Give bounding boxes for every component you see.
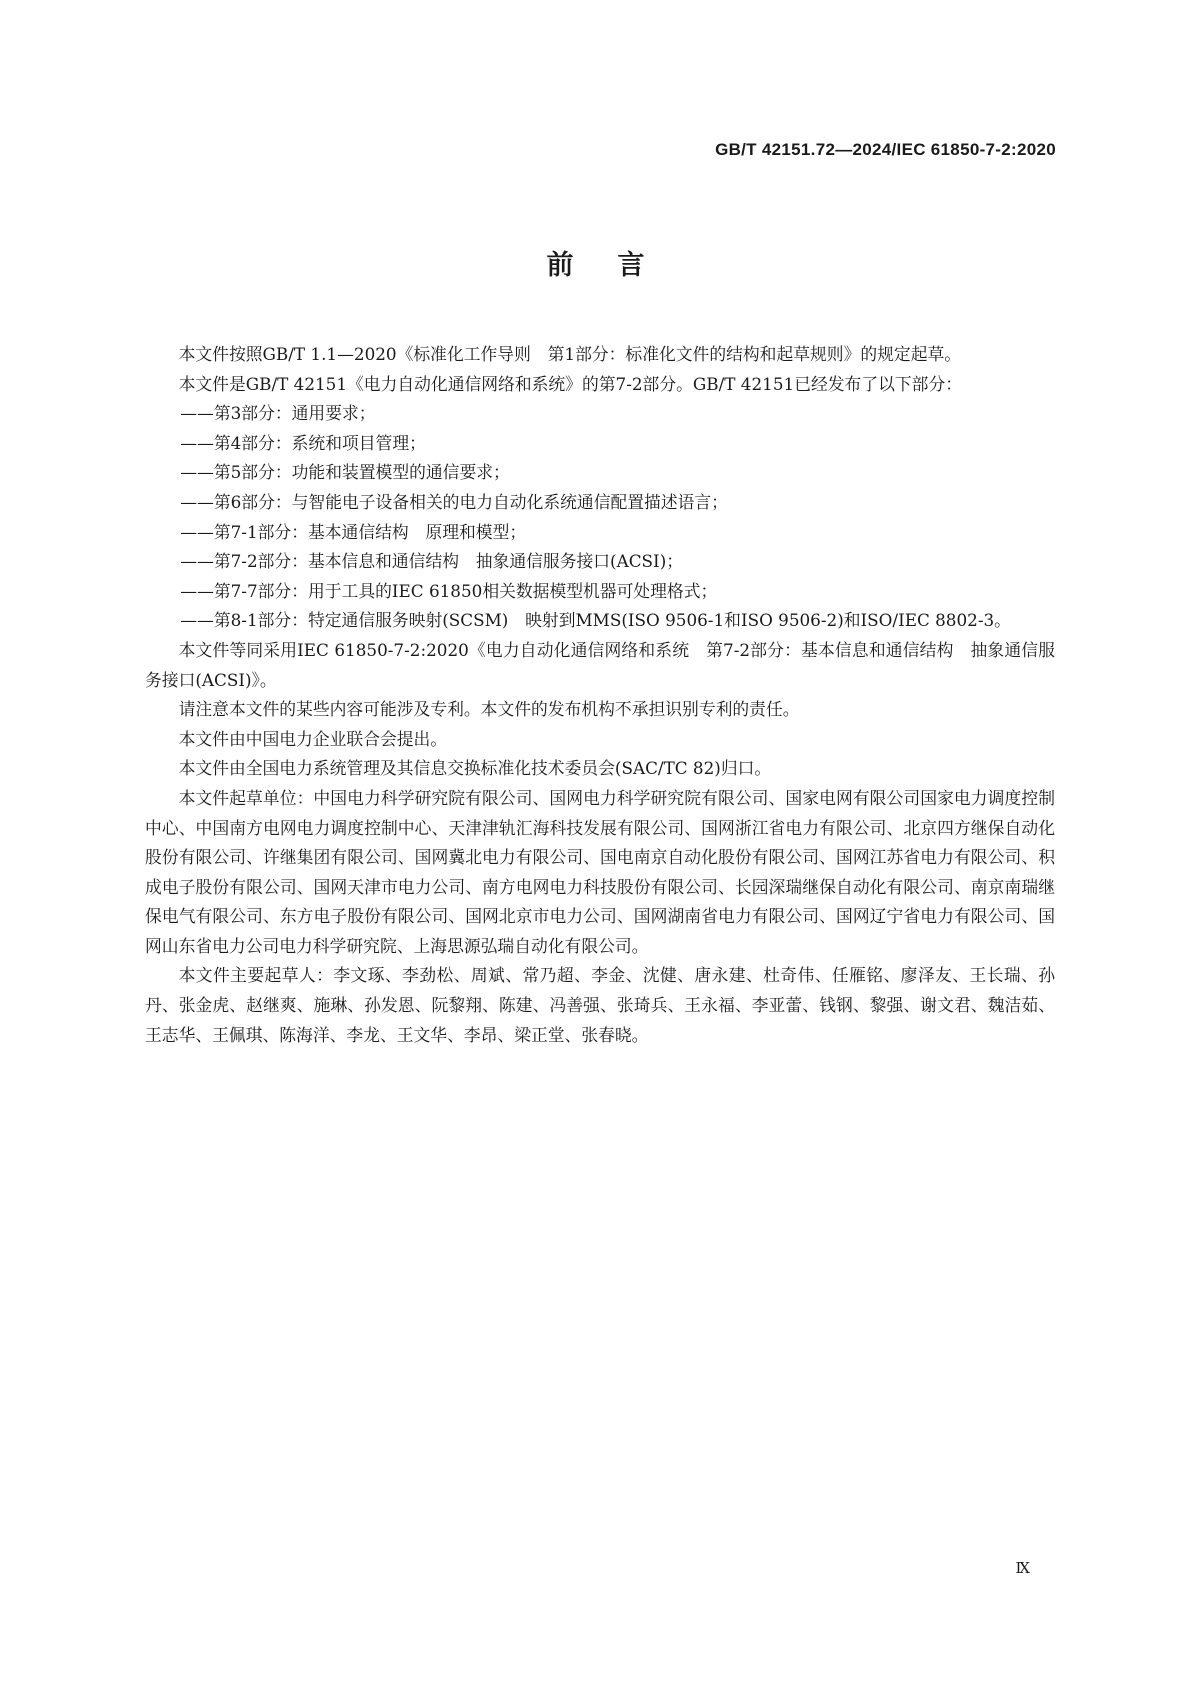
list-item: ——第7-7部分：用于工具的IEC 61850相关数据模型机器可处理格式；	[180, 580, 718, 601]
list-item: ——第6部分：与智能电子设备相关的电力自动化系统通信配置描述语言；	[180, 491, 728, 512]
paragraph-patent-notice: 请注意本文件的某些内容可能涉及专利。本文件的发布机构不承担识别专利的责任。	[178, 699, 800, 720]
list-item: ——第8-1部分：特定通信服务映射(SCSM) 映射到MMS(ISO 9506-1和ISO 9506-2)和ISO/IEC 8802-3。	[180, 610, 1011, 631]
paragraph-adoption: 本文件等同采用IEC 61850-7-2:2020《电力自动化通信网络和系统 第7-2部分：基本信息和通信结构 抽象通信服务接口(ACSI)》。	[145, 639, 1055, 690]
standard-number-header: GB/T 42151.72—2024/IEC 61850-7-2:2020	[715, 140, 1056, 159]
published-parts-list	[145, 399, 1055, 636]
list-item: ——第4部分：系统和项目管理；	[180, 432, 426, 453]
page-title: 前言	[546, 250, 689, 281]
paragraph-series-intro: 本文件是GB/T 42151《电力自动化通信网络和系统》的第7-2部分。GB/T 42151已经发布了以下部分：	[178, 373, 963, 394]
list-item: ——第3部分：通用要求；	[180, 403, 376, 424]
list-item: ——第5部分：功能和装置模型的通信要求；	[180, 462, 510, 483]
page-number: Ⅸ	[1015, 1559, 1030, 1577]
paragraph-proposer: 本文件由中国电力企业联合会提出。	[178, 728, 448, 749]
list-item: ——第7-1部分：基本通信结构 原理和模型；	[180, 521, 527, 542]
paragraph-drafting-units: 本文件起草单位：中国电力科学研究院有限公司、国网电力科学研究院有限公司、国家电网有限公司国家电力调度控制中心、中国南方电网电力调度控制中心、天津津轨汇海科技发展有限公司、国网浙江省电力有限公司、北京四方继保自动化股份有限公司、许继集团有限公司、国网冀北电力有限公司、国电南京自动化股份有限公司、国网江苏省电力有限公司、积成电子股份有限公司、国网天津市电力公司、南方电网电力科技股份有限公司、长园深瑞继保自动化有限公司、南京南瑞继保电气有限公司、东方电子股份有限公司、国网北京市电力公司、国网湖南省电力有限公司、国网辽宁省电力有限公司、国网山东省电力公司电力科学研究院、上海思源弘瑞自动化有限公司。	[145, 787, 1055, 956]
list-item: ——第7-2部分：基本信息和通信结构 抽象通信服务接口(ACSI)；	[180, 551, 684, 572]
paragraph-drafters: 本文件主要起草人：李文琢、李劲松、周斌、常乃超、李金、沈健、唐永建、杜奇伟、任雁铭、廖泽友、王长瑞、孙丹、张金虎、赵继爽、施琳、孙发恩、阮黎翔、陈建、冯善强、张琦兵、王永福、李亚蕾、钱钢、黎强、谢文君、魏洁茹、王志华、王佩琪、陈海洋、李龙、王文华、李昂、梁正堂、张春晓。	[145, 965, 1055, 1045]
paragraph-committee: 本文件由全国电力系统管理及其信息交换标准化技术委员会(SAC/TC 82)归口。	[178, 758, 772, 779]
foreword-body	[145, 340, 1055, 1050]
paragraph-drafting-rules: 本文件按照GB/T 1.1—2020《标准化工作导则 第1部分：标准化文件的结构和起草规则》的规定起草。	[178, 344, 962, 364]
